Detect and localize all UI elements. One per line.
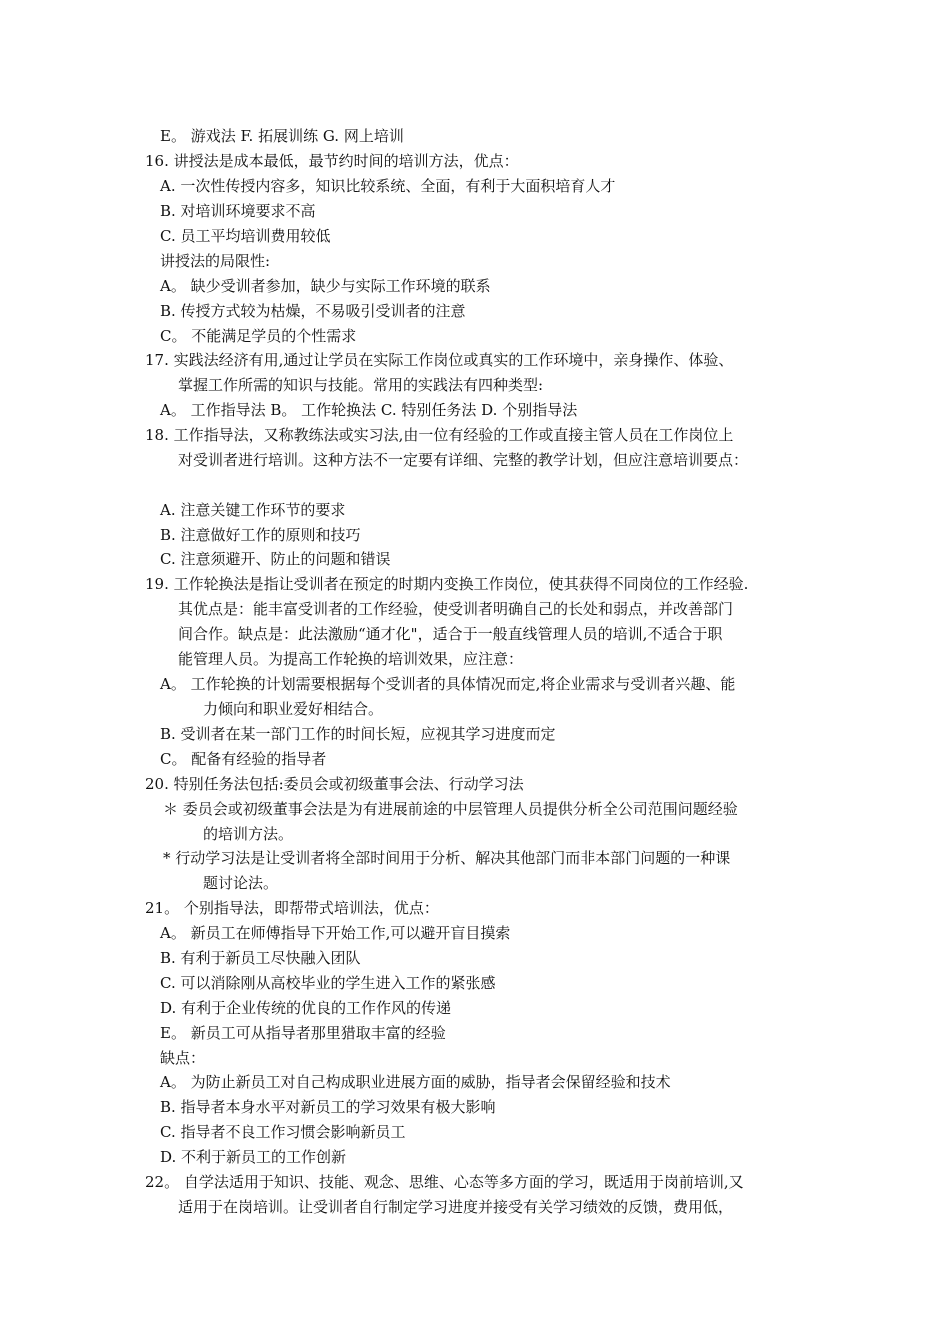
text-line: A。 新员工在师傅指导下开始工作,可以避开盲目摸索 (160, 924, 511, 942)
text-line: A. 一次性传授内容多，知识比较系统、全面，有利于大面积培育人才 (160, 177, 616, 195)
text-line: 其优点是：能丰富受训者的工作经验，使受训者明确自己的长处和弱点，并改善部门 (178, 600, 734, 618)
text-line: * 行动学习法是让受训者将全部时间用于分析、解决其他部门而非本部门问题的一种课 (163, 849, 731, 867)
text-line: C. 指导者不良工作习惯会影响新员工 (160, 1123, 406, 1141)
text-line: A。 工作轮换的计划需要根据每个受训者的具体情况而定,将企业需求与受训者兴趣、能 (160, 675, 736, 693)
text-line: C. 员工平均培训费用较低 (160, 227, 331, 245)
item-18-heading: 18. 工作指导法，又称教练法或实习法,由一位有经验的工作或直接主管人员在工作岗位上 (145, 426, 734, 444)
text-line: 题讨论法。 (203, 874, 279, 892)
text-line: A。 缺少受训者参加，缺少与实际工作环境的联系 (160, 277, 491, 295)
text-line: D. 有利于企业传统的优良的工作作风的传递 (160, 999, 452, 1017)
text-line: B. 受训者在某一部门工作的时间长短，应视其学习进度而定 (160, 725, 556, 743)
subheading: 讲授法的局限性: (160, 252, 271, 270)
text-line: A。 为防止新员工对自己构成职业进展方面的威胁，指导者会保留经验和技术 (160, 1073, 671, 1091)
item-19-heading: 19. 工作轮换法是指让受训者在预定的时期内变换工作岗位，使其获得不同岗位的工作经验. (145, 575, 749, 593)
text-line: 适用于在岗培训。让受训者自行制定学习进度并接受有关学习绩效的反馈，费用低， (178, 1198, 734, 1216)
item-16-heading: 16. 讲授法是成本最低，最节约时间的培训方法，优点： (145, 152, 519, 170)
text-line: A。 工作指导法 B。 工作轮换法 C. 特别任务法 D. 个别指导法 (160, 401, 578, 419)
text-line: ＊ 委员会或初级董事会法是为有进展前途的中层管理人员提供分析全公司范围问题经验 (163, 800, 738, 818)
text-line: C. 注意须避开、防止的问题和错误 (160, 550, 391, 568)
text-line: 力倾向和职业爱好相结合。 (203, 700, 384, 718)
text-line: 能管理人员。为提高工作轮换的培训效果，应注意： (178, 650, 524, 668)
item-22-heading: 22。 自学法适用于知识、技能、观念、思维、心态等多方面的学习，既适用于岗前培训,又 (145, 1173, 744, 1191)
text-line: B. 指导者本身水平对新员工的学习效果有极大影响 (160, 1098, 496, 1116)
text-line: B. 有利于新员工尽快融入团队 (160, 949, 361, 967)
text-line: C。 配备有经验的指导者 (160, 750, 327, 768)
item-21-heading: 21。 个别指导法，即帮带式培训法，优点： (145, 899, 439, 917)
text-line: 掌握工作所需的知识与技能。常用的实践法有四种类型: (178, 376, 544, 394)
text-line: C。 不能满足学员的个性需求 (160, 327, 357, 345)
text-line: 对受训者进行培训。这种方法不一定要有详细、完整的教学计划，但应注意培训要点： (178, 451, 749, 469)
text-line: 的培训方法。 (203, 825, 294, 843)
text-line: E。 游戏法 F. 拓展训练 G. 网上培训 (160, 127, 404, 145)
text-line: C. 可以消除刚从高校毕业的学生进入工作的紧张感 (160, 974, 496, 992)
text-line: B. 传授方式较为枯燥，不易吸引受训者的注意 (160, 302, 466, 320)
text-line: B. 对培训环境要求不高 (160, 202, 316, 220)
text-line: E。 新员工可从指导者那里猎取丰富的经验 (160, 1024, 446, 1042)
item-20-heading: 20. 特别任务法包括:委员会或初级董事会法、行动学习法 (145, 775, 524, 793)
text-line: B. 注意做好工作的原则和技巧 (160, 526, 361, 544)
text-line: A. 注意关键工作环节的要求 (160, 501, 346, 519)
text-line: D. 不利于新员工的工作创新 (160, 1148, 347, 1166)
item-17-heading: 17. 实践法经济有用,通过让学员在实际工作岗位或真实的工作环境中，亲身操作、体验、 (145, 351, 734, 369)
subheading: 缺点： (160, 1049, 206, 1067)
text-line: 间合作。缺点是：此法激励“通才化"，适合于一般直线管理人员的培训,不适合于职 (178, 625, 723, 643)
